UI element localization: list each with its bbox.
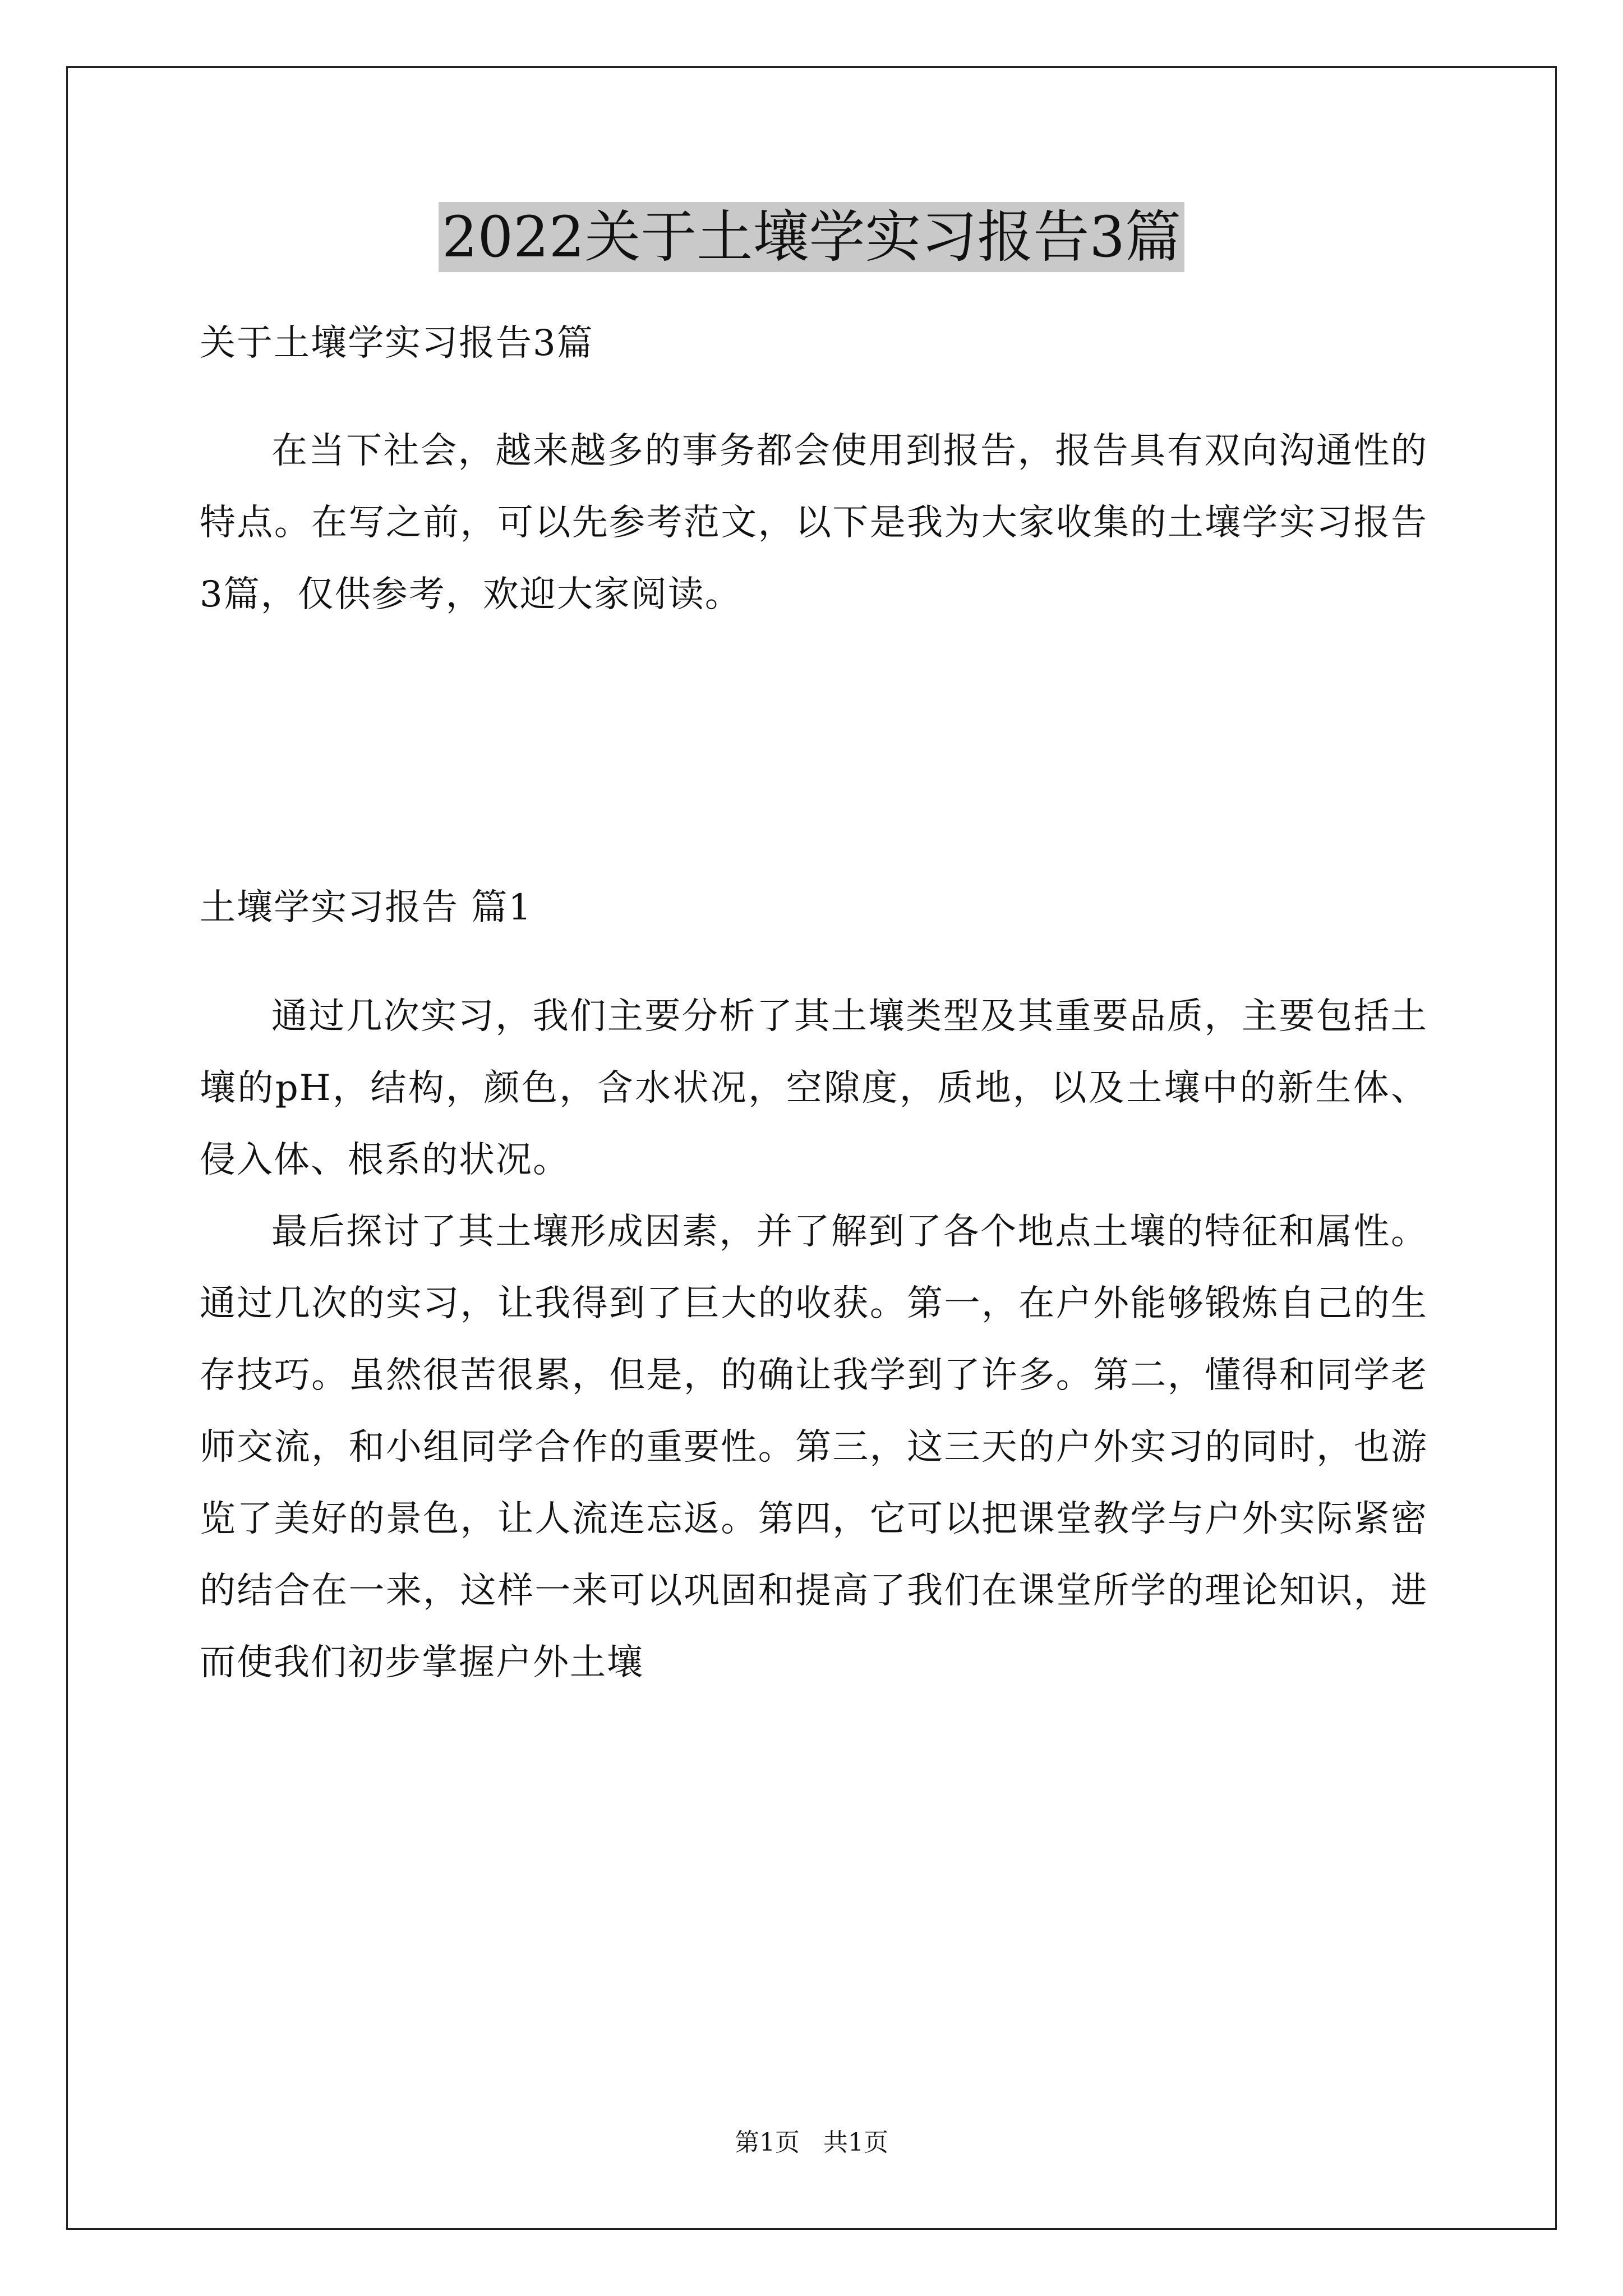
section-1-paragraph-1: 通过几次实习，我们主要分析了其土壤类型及其重要品质，主要包括土壤的pH，结构，颜色，含水状况，空隙度，质地，以及土壤中的新生体、侵入体、根系的状况。	[200, 996, 1428, 1181]
section-1-body	[200, 981, 1428, 1699]
intro-block	[200, 415, 1428, 631]
intro-paragraph: 在当下社会，越来越多的事务都会使用到报告，报告具有双向沟通性的特点。在写之前，可以先参考范文，以下是我为大家收集的土壤学实习报告3篇，仅供参考，欢迎大家阅读。	[200, 430, 1428, 615]
section-1-paragraph-2: 最后探讨了其土壤形成因素，并了解到了各个地点土壤的特征和属性。 通过几次的实习，让我得到了巨大的收获。第一，在户外能够锻炼自己的生存技巧。虽然很苦很累，但是，的确让我学到了许多。第二，懂得和同学老师交流，和小组同学合作的重要性。第三，这三天的户外实习的同时，也游览了美好的景色，让人流连忘返。第四，它可以把课堂教学与户外实际紧密的结合在一来，这样一来可以巩固和提高了我们在课堂所学的理论知识，进而使我们初步掌握户外土壤	[200, 1211, 1428, 1683]
document-subtitle: 关于土壤学实习报告3篇	[200, 323, 594, 364]
page-footer: 第1页 共1页	[735, 2128, 888, 2157]
document-title-text: 2022关于土壤学实习报告3篇	[439, 202, 1184, 272]
section-1-heading: 土壤学实习报告 篇1	[200, 887, 533, 928]
document-title	[0, 201, 1623, 274]
